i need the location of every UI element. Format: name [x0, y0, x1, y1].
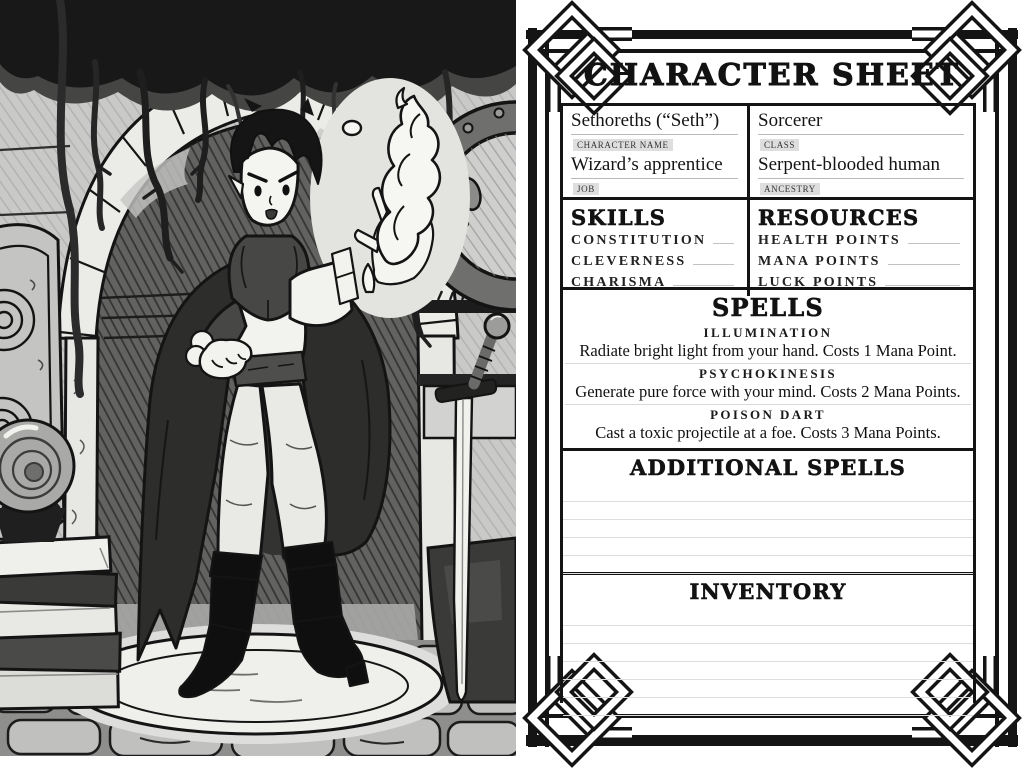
skill-item: [571, 233, 736, 249]
spell-description: Generate pure force with your mind. Costs 2 Mana Points.: [575, 382, 961, 401]
write-in-line: [693, 264, 734, 265]
fields-right-column: [747, 106, 973, 197]
write-in-line: [563, 502, 973, 520]
character-sheet-page: [520, 0, 1024, 768]
field-value: Sethoreths (“Seth”): [571, 110, 720, 131]
ruled-lines: [563, 608, 973, 716]
skill-label: CHARISMA: [571, 275, 667, 290]
inventory-section: [563, 575, 973, 703]
divider: [565, 363, 971, 364]
field-label: CHARACTER NAME: [573, 139, 673, 151]
field-class: [758, 109, 964, 153]
resource-item: [758, 254, 962, 270]
field-label: CLASS: [760, 139, 799, 151]
resource-label: MANA POINTS: [758, 254, 881, 269]
spell-description: Cast a toxic projectile at a foe. Costs 3 Mana Points.: [595, 423, 941, 442]
field-rule: [571, 178, 738, 179]
write-in-line: [673, 285, 734, 286]
write-in-line: [563, 608, 973, 626]
resource-label: HEALTH POINTS: [758, 233, 901, 248]
inventory-heading: INVENTORY: [689, 579, 847, 604]
resource-item: [758, 275, 962, 291]
additional-spells-heading: ADDITIONAL SPELLS: [630, 455, 906, 480]
write-in-line: [908, 243, 960, 244]
resource-item: [758, 233, 962, 249]
field-rule: [758, 178, 964, 179]
skill-label: CONSTITUTION: [571, 233, 707, 248]
write-in-line: [563, 484, 973, 502]
field-rule: [571, 134, 738, 135]
sheet-title: CHARACTER SHEET: [583, 58, 961, 93]
spells-section: [563, 290, 973, 451]
fields-left-column: [563, 106, 747, 197]
spell-entry: [563, 366, 973, 405]
spell-entry: [563, 325, 973, 364]
field-value: Sorcerer: [758, 110, 823, 131]
wizard-illustration: [0, 0, 516, 756]
field-value: Serpent-blooded human: [758, 154, 941, 175]
write-in-line: [563, 538, 973, 556]
write-in-line: [888, 264, 960, 265]
fields-section: [563, 106, 973, 200]
resources-column: [747, 200, 973, 296]
write-in-line: [563, 662, 973, 680]
field-job: [571, 153, 738, 197]
write-in-line: [563, 556, 973, 574]
skills-column: [563, 200, 747, 296]
book-stack: [0, 537, 120, 709]
spell-entry: [563, 407, 973, 443]
additional-spells-section: [563, 451, 973, 575]
write-in-line: [563, 680, 973, 698]
spell-description: Radiate bright light from your hand. Costs 1 Mana Point.: [579, 341, 957, 360]
write-in-line: [713, 243, 734, 244]
divider: [565, 404, 971, 405]
write-in-line: [563, 520, 973, 538]
field-label: ANCESTRY: [760, 183, 820, 195]
crystal-ball: [0, 420, 74, 512]
skill-label: CLEVERNESS: [571, 254, 687, 269]
field-ancestry: [758, 153, 964, 197]
resources-heading: RESOURCES: [758, 205, 920, 230]
ruled-lines: [563, 484, 973, 574]
spell-name: PSYCHOKINESIS: [698, 366, 838, 381]
write-in-line: [563, 698, 973, 716]
skill-item: [571, 254, 736, 270]
stats-section: [563, 200, 973, 290]
field-label: JOB: [573, 183, 599, 195]
field-value: Wizard’s apprentice: [571, 154, 723, 175]
resource-label: LUCK POINTS: [758, 275, 879, 290]
write-in-line: [563, 644, 973, 662]
write-in-line: [563, 626, 973, 644]
sword-pommel: [485, 314, 509, 338]
field-character-name: [571, 109, 738, 153]
field-rule: [758, 134, 964, 135]
spell-name: POISON DART: [710, 407, 826, 422]
skills-heading: SKILLS: [571, 205, 667, 230]
spell-name: ILLUMINATION: [703, 325, 833, 340]
sheet-body: [560, 103, 976, 703]
spells-heading: SPELLS: [712, 293, 824, 322]
skill-item: [571, 275, 736, 291]
write-in-line: [885, 285, 960, 286]
